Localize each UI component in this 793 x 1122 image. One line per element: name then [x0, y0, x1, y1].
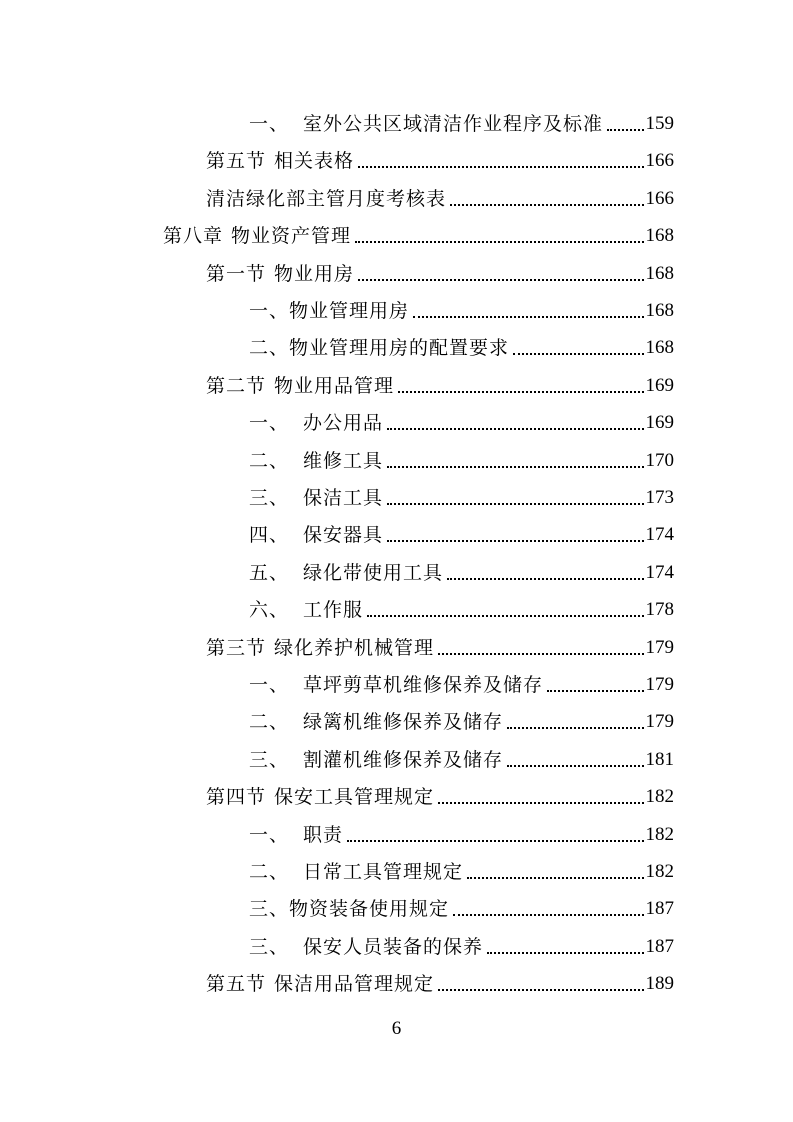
toc-entry-label	[206, 374, 394, 398]
toc-entry-page: 179	[645, 636, 674, 658]
toc-entry[interactable]	[249, 923, 674, 959]
toc-entry-page: 173	[645, 487, 674, 508]
toc-entry-title: 办公用品	[303, 412, 384, 435]
toc-entry[interactable]	[249, 287, 674, 323]
toc-entry-label	[249, 897, 449, 921]
toc-entry-label	[249, 935, 483, 959]
toc-entry[interactable]	[249, 811, 674, 847]
toc-entry-page: 174	[645, 561, 674, 583]
toc-entry[interactable]	[249, 474, 674, 510]
dot-leader	[347, 840, 643, 842]
toc-entry-page: 170	[645, 449, 674, 471]
toc-entry[interactable]	[249, 698, 674, 734]
toc-entry-label	[249, 860, 463, 884]
toc-entry-number: 四、	[249, 524, 290, 547]
toc-entry-title: 相关表格	[274, 150, 355, 173]
toc-entry-number: 一、	[249, 412, 290, 435]
toc-entry-number: 二、	[249, 449, 290, 472]
toc-entry-label	[249, 449, 383, 473]
toc-entry-page: 179	[645, 674, 674, 695]
dot-leader	[447, 578, 643, 580]
toc-entry[interactable]	[206, 362, 674, 398]
toc-entry-number: 二、	[249, 711, 290, 734]
toc-entry-title: 绿化带使用工具	[303, 561, 444, 584]
toc-entry-page: 189	[645, 973, 674, 995]
toc-entry-label	[206, 636, 434, 660]
toc-entry-number: 六、	[249, 599, 290, 622]
toc-entry-number: 三、	[249, 935, 290, 958]
toc-entry[interactable]	[249, 437, 674, 473]
toc-entry-number: 第五节	[206, 150, 267, 173]
toc-entry[interactable]	[249, 549, 674, 585]
toc-entry-number: 第四节	[206, 786, 267, 809]
toc-entry-title: 职责	[303, 823, 344, 846]
toc-entry-number: 第一节	[206, 262, 267, 285]
toc-entry-title: 物资装备使用规定	[289, 898, 450, 921]
toc-entry-label	[249, 486, 383, 510]
dot-leader	[387, 540, 643, 542]
toc-entry-label	[249, 673, 543, 697]
toc-entry[interactable]	[249, 848, 674, 884]
toc-entry-page: 181	[645, 748, 674, 770]
toc-entry[interactable]	[249, 399, 674, 435]
toc-entry-page: 182	[645, 786, 674, 808]
toc-entry-page: 169	[645, 374, 674, 396]
dot-leader	[513, 353, 643, 355]
toc-entry-title: 物业管理用房的配置要求	[289, 337, 510, 360]
toc-entry[interactable]	[206, 250, 674, 286]
toc-entry-label	[249, 523, 383, 547]
dot-leader	[398, 391, 643, 393]
toc-entry-label	[249, 561, 443, 585]
dot-leader	[547, 690, 643, 692]
toc-entry-title: 物业资产管理	[231, 225, 352, 248]
toc-entry-label	[163, 224, 351, 248]
toc-entry[interactable]	[249, 100, 674, 136]
toc-entry-label	[249, 748, 503, 772]
toc-entry-number: 第五节	[206, 973, 267, 996]
toc-entry-title: 绿化养护机械管理	[274, 636, 435, 659]
toc-entry-page: 174	[645, 524, 674, 546]
dot-leader	[358, 166, 643, 168]
dot-leader	[438, 802, 643, 804]
toc-entry-label	[249, 299, 409, 323]
toc-entry[interactable]	[206, 175, 674, 211]
toc-entry-number: 第二节	[206, 374, 267, 397]
toc-entry-title: 清洁绿化部主管月度考核表	[206, 187, 447, 210]
toc-entry-title: 室外公共区域清洁作业程序及标准	[303, 113, 604, 135]
toc-entry-label	[206, 187, 446, 211]
toc-entry-page: 166	[645, 150, 674, 172]
dot-leader	[438, 653, 643, 655]
toc-entry-page: 187	[645, 898, 674, 920]
toc-entry-label	[249, 112, 603, 136]
toc-entry-title: 绿篱机维修保养及储存	[303, 711, 504, 734]
toc-entry-number: 三、	[249, 487, 290, 509]
dot-leader	[507, 765, 643, 767]
dot-leader	[453, 914, 643, 916]
toc-entry-number: 第八章	[163, 225, 224, 248]
toc-entry-label	[249, 336, 509, 360]
toc-entry-number: 二、	[249, 337, 290, 360]
toc-entry-label	[206, 262, 354, 286]
toc-entry-title: 保安人员装备的保养	[303, 935, 484, 958]
toc-entry-page: 159	[645, 113, 674, 134]
dot-leader	[387, 503, 643, 505]
toc-entry[interactable]	[249, 736, 674, 772]
dot-leader	[367, 615, 643, 617]
dot-leader	[355, 241, 643, 243]
dot-leader	[450, 204, 643, 206]
toc-entry-page: 179	[645, 711, 674, 733]
toc-entry-label	[206, 785, 434, 809]
toc-entry-number: 一、	[249, 674, 290, 696]
dot-leader	[387, 428, 643, 430]
toc-entry-page: 168	[645, 337, 674, 359]
toc-entry-label	[206, 149, 354, 173]
toc-entry-label	[206, 972, 434, 996]
toc-entry-title: 物业管理用房	[289, 300, 410, 322]
dot-leader	[467, 877, 643, 879]
dot-leader	[438, 989, 643, 991]
toc-entry[interactable]	[163, 212, 674, 248]
toc-entry-number: 一、	[249, 300, 290, 322]
toc-entry-title: 保安器具	[303, 524, 384, 547]
toc-entry-page: 178	[645, 599, 674, 621]
toc-entry-number: 第三节	[206, 636, 267, 659]
toc-entry-label	[249, 823, 343, 847]
toc-entry-title: 维修工具	[303, 449, 384, 472]
toc-entry-page: 187	[645, 935, 674, 957]
toc-entry[interactable]	[249, 586, 674, 622]
toc-entry-title: 割灌机维修保养及储存	[303, 748, 504, 771]
toc-entry-number: 一、	[249, 113, 290, 135]
toc-entry-label	[249, 411, 383, 435]
dot-leader	[387, 466, 643, 468]
toc-entry-title: 日常工具管理规定	[303, 861, 464, 883]
toc-entry-title: 保安工具管理规定	[274, 786, 435, 809]
toc-entry-title: 草坪剪草机维修保养及储存	[303, 674, 544, 696]
toc-entry-page: 182	[645, 823, 674, 845]
toc-entry[interactable]	[206, 624, 674, 660]
dot-leader	[607, 129, 643, 131]
dot-leader	[413, 316, 643, 318]
toc-entry[interactable]	[249, 324, 674, 360]
toc-entry-number: 五、	[249, 561, 290, 584]
toc-entry-title: 保洁工具	[303, 487, 384, 509]
toc-entry[interactable]	[249, 661, 674, 697]
toc-entry-number: 二、	[249, 861, 290, 883]
toc-entry[interactable]	[249, 511, 674, 547]
toc-entry-number: 一、	[249, 823, 290, 846]
toc-entry-page: 168	[645, 262, 674, 284]
toc-entry-page: 169	[645, 412, 674, 434]
page-number: 6	[391, 1018, 402, 1039]
dot-leader	[358, 279, 643, 281]
toc-entry-title: 工作服	[303, 599, 364, 622]
toc-entry-page: 168	[645, 225, 674, 247]
toc-entry[interactable]	[206, 773, 674, 809]
toc-entry-label	[249, 598, 363, 622]
toc-entry-title: 保洁用品管理规定	[274, 973, 435, 996]
dot-leader	[487, 952, 643, 954]
toc-entry-number: 三、	[249, 898, 290, 921]
toc-entry[interactable]	[249, 885, 674, 921]
toc-entry-number: 三、	[249, 748, 290, 771]
toc-entry-title: 物业用品管理	[274, 374, 395, 397]
toc-entry-page: 182	[645, 861, 674, 882]
dot-leader	[507, 727, 643, 729]
toc-entry-label	[249, 710, 503, 734]
toc-entry[interactable]	[206, 137, 674, 173]
toc-entry-page: 168	[645, 300, 674, 321]
toc-entry[interactable]	[206, 960, 674, 996]
toc-entry-title: 物业用房	[274, 262, 355, 285]
toc-entry-page: 166	[645, 187, 674, 209]
